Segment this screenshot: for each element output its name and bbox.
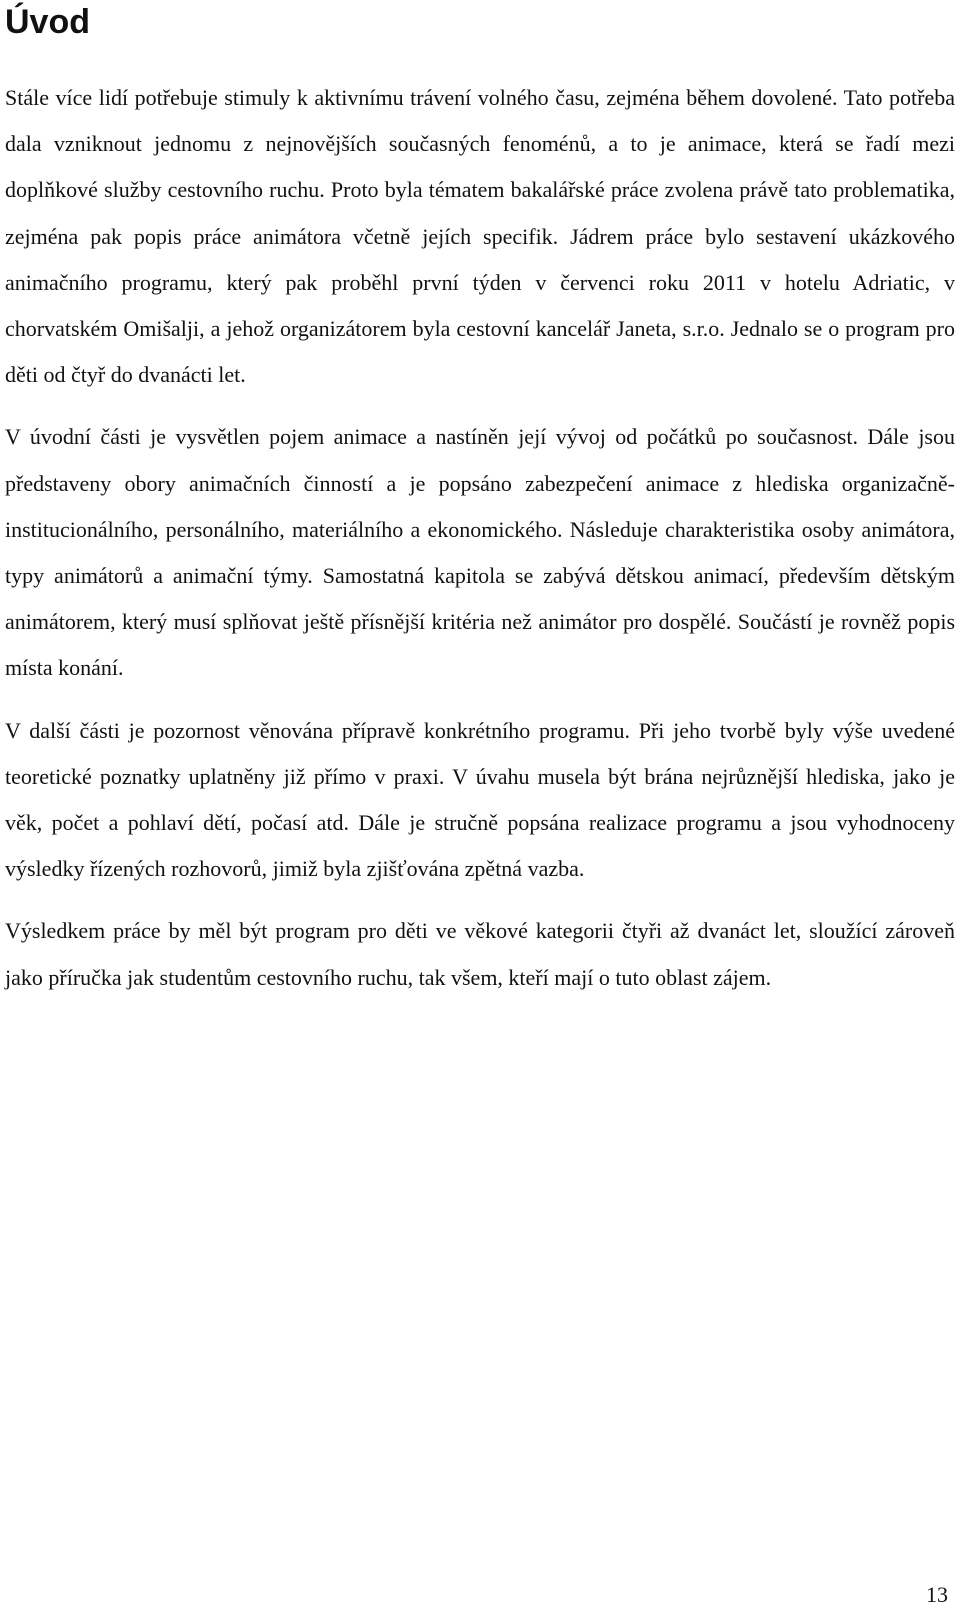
paragraph-1: Stále více lidí potřebuje stimuly k aktivnímu trávení volného času, zejména během dovolené. Tato potřeba dala vzniknout jednomu z nejnovějších současných fenoménů, a to je animace, která se řadí mezi doplňkové služby cestovního ruchu. Proto byla tématem bakalářské práce zvolena právě tato problematika, zejména pak popis práce animátora včetně jejích specifik. Jádrem práce bylo sestavení ukázkového animačního programu, který pak proběhl první týden v červenci roku 2011 v hotelu Adriatic, v chorvatském Omišalji, a jehož organizátorem byla cestovní kancelář Janeta, s.r.o. Jednalo se o program pro děti od čtyř do dvanácti let.	[5, 85, 955, 388]
paragraph-2: V úvodní části je vysvětlen pojem animace a nastíněn její vývoj od počátků po současnost. Dále jsou představeny obory animačních činností a je popsáno zabezpečení animace z hlediska organizačně-institucionálního, personálního, materiálního a ekonomického. Následuje charakteristika osoby animátora, typy animátorů a animační týmy. Samostatná kapitola se zabývá dětskou animací, především dětským animátorem, který musí splňovat ještě přísnější kritéria než animátor pro dospělé. Součástí je rovněž popis místa konání.	[5, 424, 955, 681]
body-text	[5, 75, 955, 1017]
page-number: 13	[926, 1582, 948, 1607]
section-heading: Úvod	[5, 3, 90, 41]
paragraph-4: Výsledkem práce by měl být program pro děti ve věkové kategorii čtyři až dvanáct let, sloužící zároveň jako příručka jak studentům cestovního ruchu, tak všem, kteří mají o tuto oblast zájem.	[5, 918, 955, 990]
paragraph-3: V další části je pozornost věnována přípravě konkrétního programu. Při jeho tvorbě byly výše uvedené teoretické poznatky uplatněny již přímo v praxi. V úvahu musela být brána nejrůznější hlediska, jako je věk, počet a pohlaví dětí, počasí atd. Dále je stručně popsána realizace programu a jsou vyhodnoceny výsledky řízených rozhovorů, jimiž byla zjišťována zpětná vazba.	[5, 717, 955, 882]
